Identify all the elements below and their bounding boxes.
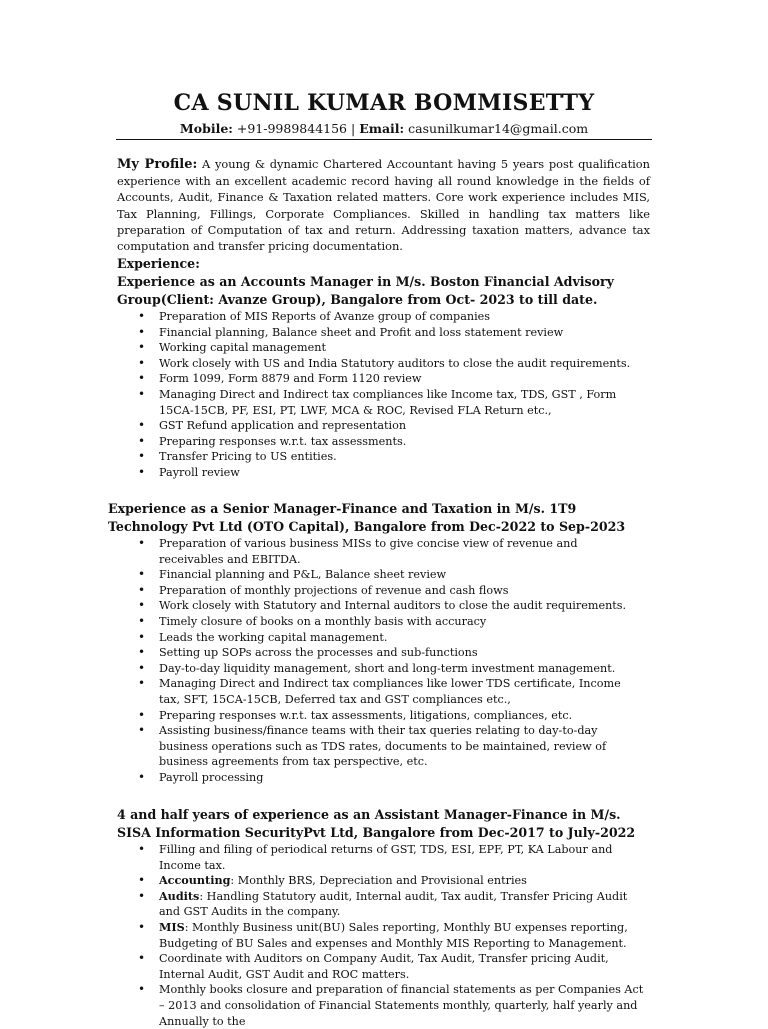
profile-paragraph	[117, 156, 650, 254]
email-label: Email:	[359, 121, 405, 136]
list-item: • Work closely with Statutory and Internal auditors to close the audit requirements.	[138, 598, 635, 614]
item-bold-label: Accounting	[159, 873, 231, 888]
list-item: • Preparation of monthly projections of revenue and cash flows	[138, 583, 635, 599]
mobile-label: Mobile:	[179, 121, 233, 136]
job-title-boston: Experience as an Accounts Manager in M/s. Boston Financial Advisory Group(Client: Avanze Group), Bangalore from Oct- 2023 to till date.	[117, 274, 614, 307]
list-item	[138, 889, 650, 920]
list-item	[138, 982, 650, 1029]
job-1t9-list	[138, 536, 635, 786]
list-item: • Financial planning and P&L, Balance sheet review	[138, 567, 635, 583]
job-boston-list	[138, 309, 650, 481]
list-item	[138, 873, 650, 889]
list-item	[138, 920, 650, 951]
item-text: : Monthly Business unit(BU) Sales reporting, Monthly BU expenses reporting, Budgeting of BU Sales and expenses and Monthly MIS Reporting to Management.	[159, 920, 628, 950]
list-item: • Managing Direct and Indirect tax compliances like lower TDS certificate, Income tax, SFT, 15CA-15CB, Deferred tax and GST compliances etc.,	[138, 676, 635, 707]
list-item: • Leads the working capital management.	[138, 630, 635, 646]
list-item: • Managing Direct and Indirect tax compliances like Income tax, TDS, GST , Form 15CA-15CB, PF, ESI, PT, LWF, MCA & ROC, Revised FLA Return etc.,	[138, 387, 650, 418]
list-item: • Assisting business/finance teams with their tax queries relating to day-to-day business operations such as TDS rates, documents to be maintained, review of business agreements from tax perspective, etc.	[138, 723, 635, 770]
list-item: • Payroll processing	[138, 770, 635, 786]
item-bold-label: Audits	[159, 888, 200, 903]
list-item: • Payroll review	[138, 465, 650, 481]
list-item: • Setting up SOPs across the processes and sub-functions	[138, 645, 635, 661]
list-item	[138, 842, 650, 873]
mobile-number: +91-9989844156	[236, 121, 348, 136]
item-text: Monthly books closure and preparation of financial statements as per Companies Act – 2013 and consolidation of Financial Statements monthly, quarterly, half yearly and Annually to the	[159, 983, 644, 1028]
list-item: • Preparation of MIS Reports of Avanze group of companies	[138, 309, 650, 325]
item-text: Filling and filing of periodical returns of GST, TDS, ESI, EPF, PT, KA Labour and Income tax.	[159, 843, 613, 872]
job-title-sisa: 4 and half years of experience as an Assistant Manager-Finance in M/s. SISA Information SecurityPvt Ltd, Bangalore from Dec-2017 to July-2022	[117, 807, 636, 840]
item-text: : Monthly BRS, Depreciation and Provisional entries	[230, 874, 527, 888]
list-item: • Timely closure of books on a monthly basis with accuracy	[138, 614, 635, 630]
list-item: • Preparing responses w.r.t. tax assessments.	[138, 434, 650, 450]
experience-heading: Experience:	[117, 256, 200, 271]
list-item: • Transfer Pricing to US entities.	[138, 449, 650, 465]
email-address: casunilkumar14@gmail.com	[408, 121, 589, 136]
list-item: • Form 1099, Form 8879 and Form 1120 review	[138, 371, 650, 387]
candidate-name: CA SUNIL KUMAR BOMMISETTY	[173, 90, 595, 116]
profile-text: A young & dynamic Chartered Accountant having 5 years post qualification experience with an excellent academic record having all round knowledge in the fields of Accounts, Audit, Finance & Taxation related matters. Core work experience includes MIS, Tax Planning, Fillings, Corporate Compliances. Skilled in handling tax matters like preparation of Computation of tax and return. Addressing taxation matters, advance tax computation and transfer pricing documentation.	[117, 157, 650, 254]
list-item: • Work closely with US and India Statutory auditors to close the audit requirements.	[138, 356, 650, 372]
job-title-1t9: Experience as a Senior Manager-Finance and Taxation in M/s. 1T9 Technology Pvt Ltd (OTO Capital), Bangalore from Dec-2022 to Sep-2023	[108, 501, 626, 534]
list-item	[138, 951, 650, 982]
list-item: • GST Refund application and representation	[138, 418, 650, 434]
job-sisa-list	[138, 842, 650, 1029]
list-item: • Preparing responses w.r.t. tax assessments, litigations, compliances, etc.	[138, 708, 635, 724]
item-text: : Handling Statutory audit, Internal audit, Tax audit, Transfer Pricing Audit and GST Audits in the company.	[159, 889, 628, 919]
list-item: • Financial planning, Balance sheet and Profit and loss statement review	[138, 325, 650, 341]
item-text: Coordinate with Auditors on Company Audit, Tax Audit, Transfer pricing Audit, Internal Audit, GST Audit and ROC matters.	[159, 952, 609, 981]
profile-label: My Profile:	[117, 157, 198, 172]
contact-separator: |	[351, 121, 356, 136]
contact-line	[0, 121, 768, 136]
list-item: • Day-to-day liquidity management, short and long-term investment management.	[138, 661, 635, 677]
list-item: • Working capital management	[138, 340, 650, 356]
header-divider	[116, 139, 652, 140]
list-item: • Preparation of various business MISs to give concise view of revenue and receivables and EBITDA.	[138, 536, 635, 567]
item-bold-label: MIS	[159, 919, 185, 934]
